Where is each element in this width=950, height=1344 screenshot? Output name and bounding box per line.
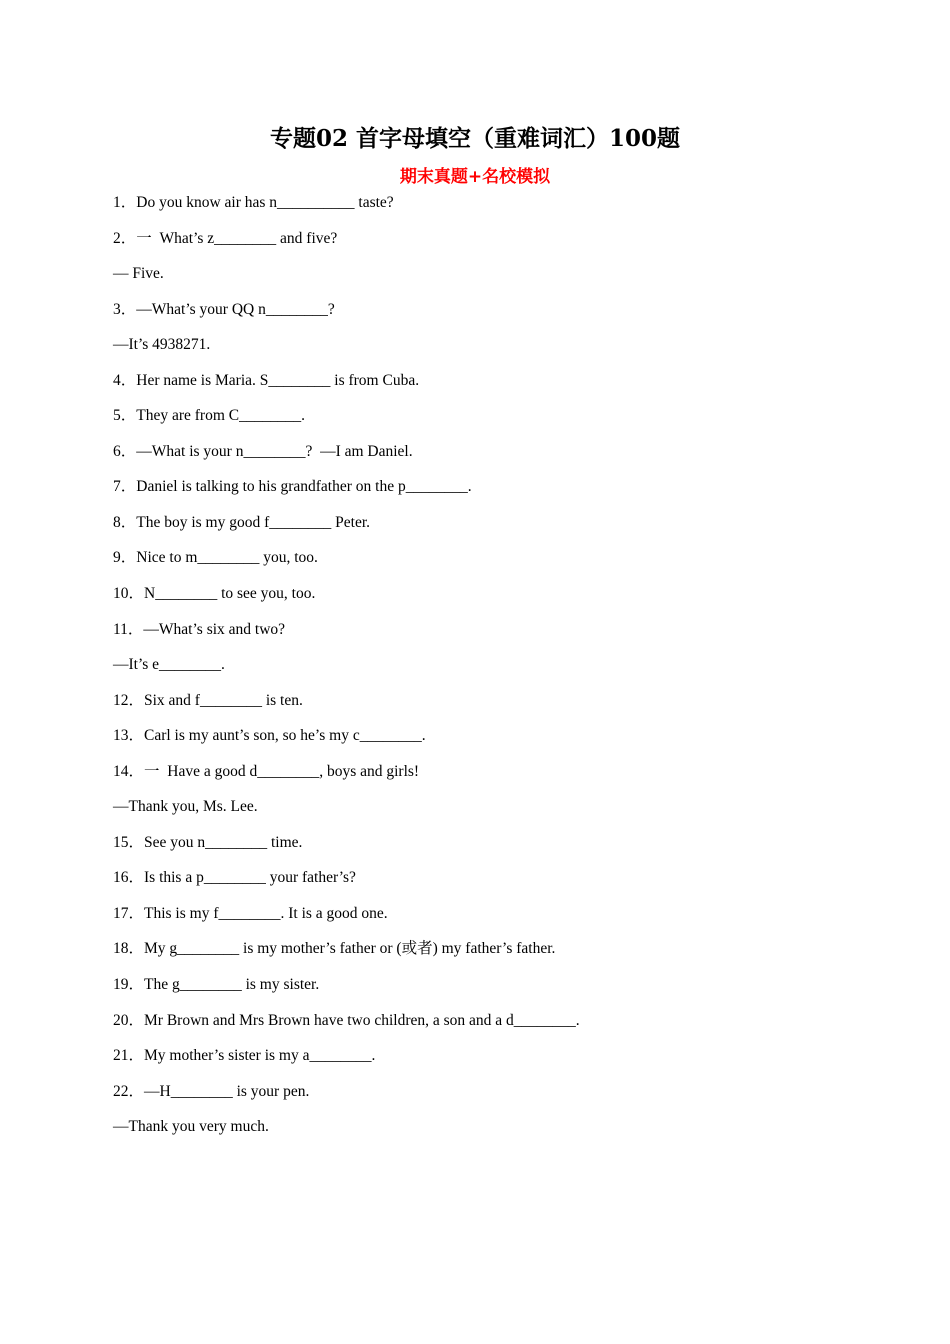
question-line: 20．Mr Brown and Mrs Brown have two children, a son and a d________.: [113, 1011, 580, 1029]
question-line: 9．Nice to m________ you, too.: [113, 549, 318, 567]
question-line: 2．一 What’s z________ and five?: [113, 229, 338, 247]
question-line: 18．My g________ is my mother’s father or (或者) my father’s father.: [113, 940, 556, 958]
question-line: 19．The g________ is my sister.: [113, 976, 320, 994]
question-line: 11．—What’s six and two?: [113, 620, 286, 638]
question-line: 1．Do you know air has n__________ taste?: [113, 194, 394, 211]
question-line: —Thank you, Ms. Lee.: [113, 798, 258, 816]
question-line: 7．Daniel is talking to his grandfather on the p________.: [113, 478, 472, 496]
question-line: 12．Six and f________ is ten.: [113, 691, 303, 709]
question-line: 3．—What’s your QQ n________?: [113, 300, 335, 318]
question-line: 13．Carl is my aunt’s son, so he’s my c________.: [113, 727, 426, 745]
question-line: 22．—H________ is your pen.: [113, 1082, 310, 1100]
question-line: — Five.: [113, 265, 164, 283]
question-line: 17．This is my f________. It is a good one.: [113, 904, 388, 922]
question-line: 14．一 Have a good d________, boys and girls!: [113, 762, 420, 780]
question-line: 15．See you n________ time.: [113, 833, 303, 851]
document-subtitle: 期末真题+名校模拟: [399, 167, 551, 187]
question-line: 10．N________ to see you, too.: [113, 585, 316, 603]
question-line: —Thank you very much.: [113, 1118, 269, 1136]
question-line: 6．—What is your n________? —I am Daniel.: [113, 442, 413, 460]
question-line: —It’s 4938271.: [113, 336, 211, 354]
question-line: 21．My mother’s sister is my a________.: [113, 1047, 376, 1065]
question-line: 4．Her name is Maria. S________ is from Cuba.: [113, 371, 420, 389]
question-line: 5．They are from C________.: [113, 407, 305, 425]
question-line: 16．Is this a p________ your father’s?: [113, 869, 356, 887]
document-title: 专题02 首字母填空（重难词汇）100题: [269, 125, 681, 152]
question-list: [113, 190, 873, 1150]
question-line: —It’s e________.: [113, 656, 225, 674]
question-line: 8．The boy is my good f________ Peter.: [113, 513, 371, 531]
